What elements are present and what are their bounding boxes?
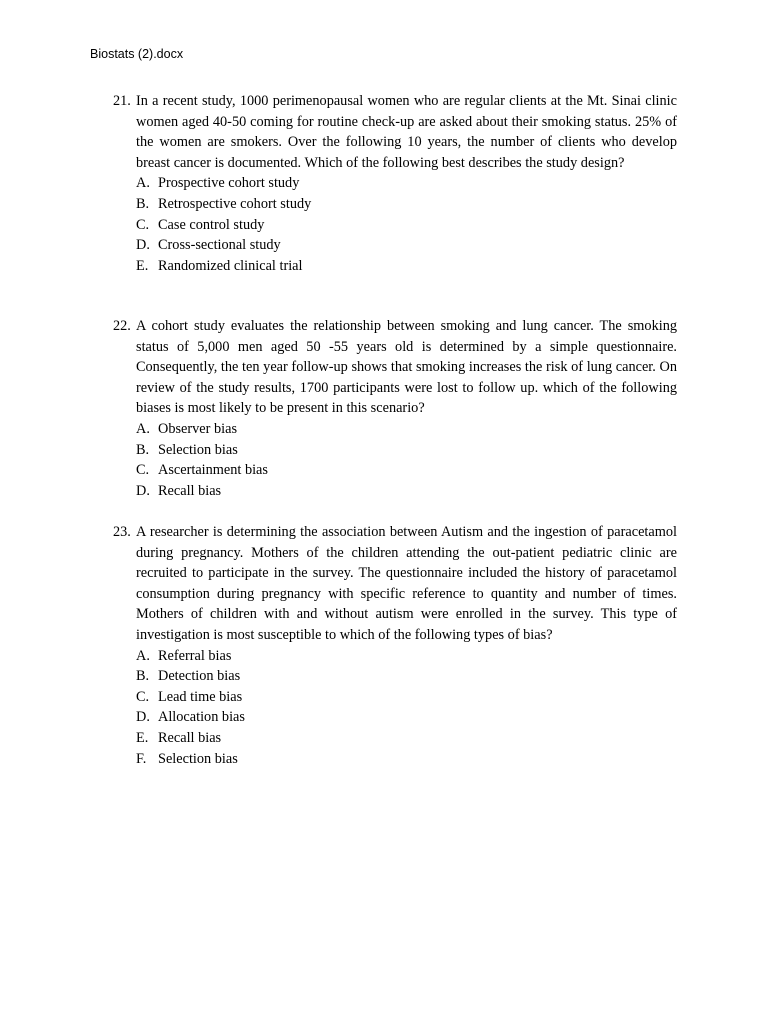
option-letter: F. <box>136 750 147 767</box>
answer-options <box>113 419 677 501</box>
question-23 <box>113 522 677 769</box>
option-text: Cross-sectional study <box>158 237 281 254</box>
option-text: Recall bias <box>158 729 222 746</box>
option-text: Case control study <box>158 216 265 233</box>
answer-option <box>136 440 677 461</box>
question-number: 21. <box>113 93 131 109</box>
answer-options <box>113 173 677 276</box>
answer-option <box>136 646 677 667</box>
answer-option <box>136 749 677 770</box>
question-stem <box>113 91 677 173</box>
option-text: Lead time bias <box>158 688 243 705</box>
option-text: Prospective cohort study <box>158 175 300 192</box>
option-letter: A. <box>136 647 150 664</box>
question-text: In a recent study, 1000 perimenopausal women who are regular clients at the Mt. Sinai clinic women aged 40-50 coming for routine check-up are asked about their smoking status. 25% of the women are smokers. Over the following 10 years, the number of clients who develop breast cancer is documented. Which of the following best describes the study design? <box>136 93 677 171</box>
option-text: Ascertainment bias <box>158 462 268 479</box>
question-number: 22. <box>113 318 131 334</box>
option-text: Selection bias <box>158 441 238 458</box>
option-letter: C. <box>136 216 150 233</box>
document-filename-header: Biostats (2).docx <box>90 47 184 61</box>
option-text: Selection bias <box>158 750 238 767</box>
question-text: A cohort study evaluates the relationship between smoking and lung cancer. The smoking status of 5,000 men aged 50 -55 years old is determined by a simple questionnaire. Consequently, the ten year follow-up shows that smoking increases the risk of lung cancer. On review of the study results, 1700 participants were lost to follow up. which of the following biases is most likely to be present in this scenario? <box>136 318 677 417</box>
option-letter: E. <box>136 729 149 746</box>
answer-option <box>136 481 677 502</box>
question-text: A researcher is determining the association between Autism and the ingestion of paracetamol during pregnancy. Mothers of the children attending the out-patient pediatric clinic are recruited to participate in the survey. The questionnaire included the history of paracetamol consumption during pregnancy with specific reference to quantity and number of times. Mothers of children with and without autism were enrolled in the survey. This type of investigation is most susceptible to which of the following types of bias? <box>136 524 677 643</box>
option-letter: D. <box>136 709 150 726</box>
option-letter: A. <box>136 175 150 192</box>
option-text: Allocation bias <box>158 709 245 726</box>
option-text: Detection bias <box>158 668 241 685</box>
answer-option <box>136 666 677 687</box>
answer-option <box>136 707 677 728</box>
option-letter: A. <box>136 420 150 437</box>
answer-option <box>136 687 677 708</box>
answer-option <box>136 215 677 236</box>
option-letter: E. <box>136 257 149 274</box>
answer-option <box>136 256 677 277</box>
option-letter: B. <box>136 668 150 685</box>
answer-option <box>136 235 677 256</box>
answer-option <box>136 728 677 749</box>
option-letter: D. <box>136 482 150 499</box>
option-text: Randomized clinical trial <box>158 257 303 274</box>
question-stem <box>113 316 677 419</box>
option-letter: C. <box>136 688 150 705</box>
answer-option <box>136 419 677 440</box>
question-22 <box>113 316 677 501</box>
option-letter: B. <box>136 195 150 212</box>
question-21 <box>113 91 677 276</box>
option-text: Observer bias <box>158 420 238 437</box>
option-text: Retrospective cohort study <box>158 195 312 212</box>
answer-option <box>136 460 677 481</box>
option-letter: D. <box>136 237 150 254</box>
answer-option <box>136 194 677 215</box>
option-letter: C. <box>136 462 150 479</box>
option-letter: B. <box>136 441 150 458</box>
option-text: Recall bias <box>158 482 222 499</box>
question-number: 23. <box>113 524 131 540</box>
question-stem <box>113 522 677 646</box>
answer-option <box>136 173 677 194</box>
answer-options <box>113 646 677 770</box>
option-text: Referral bias <box>158 647 232 664</box>
